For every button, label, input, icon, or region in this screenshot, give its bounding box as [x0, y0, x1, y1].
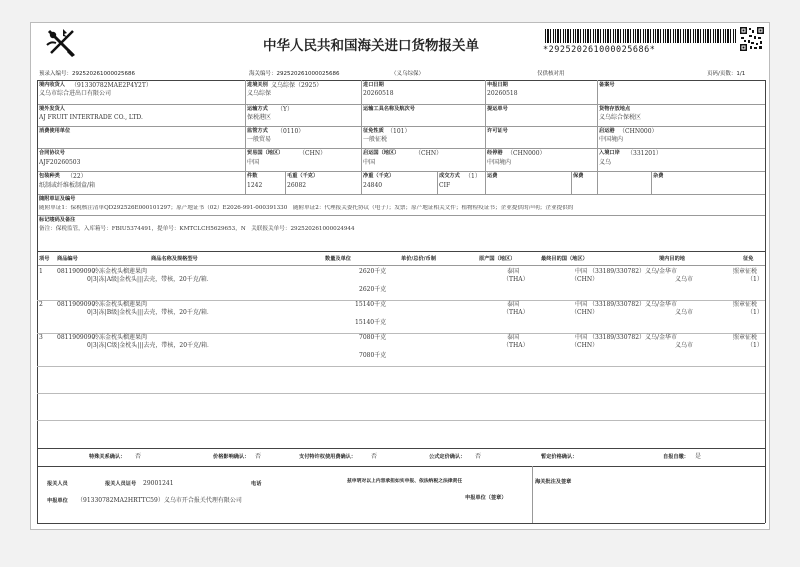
entry-port: 义乌	[599, 159, 612, 166]
form-title: 中华人民共和国海关进口货物报关单	[263, 38, 479, 54]
item-dest-country: 中国	[575, 268, 588, 275]
col-item-no: 项号	[39, 256, 50, 262]
misc-label: 杂费	[653, 173, 664, 179]
entry-port-code: （331201）	[627, 150, 662, 157]
consignee-label: 境内收货人	[39, 82, 65, 88]
col-price: 单价/总价/币制	[401, 256, 436, 262]
deal-code: （1）	[465, 173, 481, 180]
origin-country-label: 启运国（地区）	[363, 150, 400, 156]
entry-office: 义乌综保	[247, 90, 272, 97]
contract-label: 合同协议号	[39, 150, 65, 156]
item-levy-code: （1）	[747, 342, 763, 349]
item-dest-country: 中国	[575, 301, 588, 308]
freight-label: 运费	[487, 173, 498, 179]
item-no: 3	[39, 334, 43, 341]
package-code: （22）	[67, 173, 87, 180]
deal-mode: CIF	[439, 182, 451, 189]
pieces: 1242	[247, 182, 263, 189]
item-no: 2	[39, 301, 43, 308]
bl-no-label: 提运单号	[487, 106, 508, 112]
declare-date: 20260518	[487, 90, 518, 97]
trade-country: 中国	[247, 159, 260, 166]
pre-entry-number: 预录入编号：292520261000025686	[39, 71, 135, 77]
royalty-label: 支付特许权使用费确认：	[299, 454, 357, 460]
storage-place: 义乌综合保税区	[599, 114, 642, 121]
gross-weight: 26082	[287, 182, 307, 189]
col-goods-name: 商品名称及规格型号	[151, 256, 198, 262]
item-levy-code: （1）	[747, 276, 763, 283]
item-dest-country: 中国	[575, 334, 588, 341]
page-number: 页码/页数：1/1	[707, 71, 746, 77]
entry-office-label: 进境关别	[247, 82, 268, 88]
item-origin: 泰国	[507, 301, 520, 308]
special-relation: 否	[135, 453, 142, 460]
agent-sign-label: 申报单位（签章）	[465, 495, 507, 501]
formula-price: 否	[475, 453, 482, 460]
col-destination: 境内目的地	[659, 256, 685, 262]
agent-name: （91330782MA2HRTTC59）义乌市开合报关代理有限公司	[77, 497, 242, 504]
item-destination: （33189/330782）义乌/金华市	[589, 268, 678, 275]
item-destination: （33189/330782）义乌/金华市	[589, 334, 678, 341]
net-weight: 24840	[363, 182, 383, 189]
pieces-label: 件数	[247, 173, 258, 179]
insurance-label: 保费	[573, 173, 584, 179]
user-unit-label: 消费使用单位	[39, 128, 71, 134]
item-destination-city: 义乌市	[675, 309, 694, 316]
price-impact: 否	[255, 453, 262, 460]
col-origin: 原产国（地区）	[479, 256, 516, 262]
levy-code: （101）	[387, 128, 411, 135]
shipper-label: 境外发货人	[39, 106, 65, 112]
departure-port-code: （CHN000）	[619, 128, 658, 135]
item-code: 0811909090	[57, 268, 96, 275]
qr-code	[740, 27, 764, 51]
item-origin: 泰国	[507, 268, 520, 275]
import-date-label: 进口日期	[363, 82, 384, 88]
attached-docs-label: 随附单证及编号	[39, 196, 76, 202]
item-levy: 照章征税	[733, 268, 758, 275]
departure-port: 中国境内	[599, 136, 624, 143]
customs-emblem	[45, 27, 79, 59]
confirmations-row	[37, 452, 765, 462]
item-origin-code: （THA）	[503, 276, 529, 283]
levy-label: 征免性质	[363, 128, 384, 134]
barcode-text: *292520261000025686*	[543, 45, 656, 55]
item-code: 0811909090	[57, 334, 96, 341]
package-type: 纸制或纤维板制盒/箱	[39, 182, 96, 189]
item-qty-legal: 7080千克	[359, 352, 387, 359]
customs-declaration-form	[30, 22, 770, 530]
col-dest-country: 最终目的国（地区）	[541, 256, 588, 262]
phone-label: 电话	[251, 481, 262, 487]
item-no: 1	[39, 268, 43, 275]
declare-date-label: 申报日期	[487, 82, 508, 88]
via-port-code: （CHN000）	[507, 150, 546, 157]
supervision-label: 监管方式	[247, 128, 268, 134]
storage-place-label: 货物存放地点	[599, 106, 631, 112]
item-spec: 0|3|冻|A级|金枕头|||去壳，带核，20千克/箱．	[87, 276, 213, 283]
item-dest-country-code: （CHN）	[571, 309, 599, 316]
item-qty: 7080千克	[359, 334, 387, 341]
col-quantity: 数量及单位	[325, 256, 351, 262]
origin-country: 中国	[363, 159, 376, 166]
port-note: （义乌综保）	[391, 71, 425, 77]
item-name: 冷冻金枕头榴莲果肉	[93, 334, 148, 341]
trade-country-label: 贸易国（地区）	[247, 150, 284, 156]
verify-note: 仅供核对用	[537, 71, 565, 77]
departure-port-label: 启运港	[599, 128, 615, 134]
provisional-price-label: 暂定价格确认：	[541, 454, 578, 460]
contract-number: AJF20260503	[39, 159, 81, 166]
supervision-code: （0110）	[277, 128, 305, 135]
table-row	[37, 267, 765, 301]
import-date: 20260518	[363, 90, 394, 97]
attached-docs: 随附单证1：保税核注清单QD292526E000101297；原产地证书（02）E2026-991-000391330 随附单证2：代理报关委托协议（电子）；发票；原产地证相关文件；植物检疫证书；企业提供的声明；企业提供的	[39, 205, 574, 211]
item-qty-legal: 2620千克	[359, 286, 387, 293]
item-name: 冷冻金枕头榴莲果肉	[93, 301, 148, 308]
item-qty: 15140千克	[355, 301, 387, 308]
via-port-label: 经停港	[487, 150, 503, 156]
shipper-name: AJ FRUIT INTERTRADE CO., LTD.	[39, 114, 143, 121]
vessel-label: 运输工具名称及航次号	[363, 106, 415, 112]
item-origin-code: （THA）	[503, 309, 529, 316]
royalty: 否	[371, 453, 378, 460]
supervision-mode: 一般贸易	[247, 136, 272, 143]
formula-price-label: 公式定价确认：	[429, 454, 466, 460]
transport-code: （Y）	[277, 106, 293, 113]
marks-label: 标记唛码及备注	[39, 217, 76, 223]
gross-weight-label: 毛重（千克）	[287, 173, 319, 179]
package-label: 包装种类	[39, 173, 60, 179]
item-spec: 0|3|冻|B级|金枕头|||去壳，带核，20千克/箱．	[87, 309, 213, 316]
consignee-name: 义乌市综合进出口有限公司	[39, 90, 112, 97]
item-destination: （33189/330782）义乌/金华市	[589, 301, 678, 308]
trade-country-code: （CHN）	[299, 150, 327, 157]
levy-nature: 一般征税	[363, 136, 388, 143]
declarant-label: 报关人员	[47, 481, 68, 487]
customs-approval-label: 海关批注及签章	[535, 479, 572, 485]
marks-remarks: 备注：保税监管，入库箱号：FBIU5374491，提单号：KMTCLCH5629653，N 关联报关单号：292520261000024944	[39, 226, 355, 232]
item-levy-code: （1）	[747, 309, 763, 316]
self-pay-label: 自报自缴：	[663, 454, 689, 460]
table-row	[37, 333, 765, 367]
barcode	[545, 29, 737, 43]
table-row	[37, 300, 765, 334]
legal-statement: 兹申明对以上内容承担如实申报、依法纳税之法律责任	[347, 479, 463, 484]
entry-port-label: 入境口岸	[599, 150, 620, 156]
declarant-no-label: 报关人员证号	[105, 481, 137, 487]
customs-number: 海关编号：292520261000025686	[249, 71, 340, 77]
item-dest-country-code: （CHN）	[571, 342, 599, 349]
item-qty-legal: 15140千克	[355, 319, 387, 326]
entry-office-code: 义乌综保（2925）	[271, 82, 323, 89]
item-origin-code: （THA）	[503, 342, 529, 349]
item-destination-city: 义乌市	[675, 276, 694, 283]
goods-table-body	[37, 267, 765, 447]
deal-label: 成交方式	[439, 173, 460, 179]
license-label: 许可证号	[487, 128, 508, 134]
item-destination-city: 义乌市	[675, 342, 694, 349]
item-levy: 照章征税	[733, 334, 758, 341]
special-relation-label: 特殊关系确认：	[89, 454, 126, 460]
record-no-label: 备案号	[599, 82, 615, 88]
self-pay: 是	[695, 453, 702, 460]
origin-country-code: （CHN）	[415, 150, 443, 157]
agent-label: 申报单位	[47, 498, 68, 504]
item-origin: 泰国	[507, 334, 520, 341]
item-spec: 0|3|冻|C级|金枕头|||去壳，带核，20千克/箱．	[87, 342, 214, 349]
item-qty: 2620千克	[359, 268, 387, 275]
consignee-code: （91330782MAE2P4Y2T）	[71, 82, 179, 89]
item-dest-country-code: （CHN）	[571, 276, 599, 283]
col-hs-code: 商品编号	[57, 256, 78, 262]
declarant-no: 29001241	[143, 480, 174, 487]
via-port: 中国境内	[487, 159, 512, 166]
col-levy: 征免	[743, 256, 754, 262]
item-code: 0811909090	[57, 301, 96, 308]
price-impact-label: 价格影响确认：	[213, 454, 250, 460]
item-levy: 照章征税	[733, 301, 758, 308]
transport-mode: 保税港区	[247, 114, 272, 121]
transport-label: 运输方式	[247, 106, 268, 112]
item-name: 冷冻金枕头榴莲果肉	[93, 268, 148, 275]
net-weight-label: 净重（千克）	[363, 173, 395, 179]
